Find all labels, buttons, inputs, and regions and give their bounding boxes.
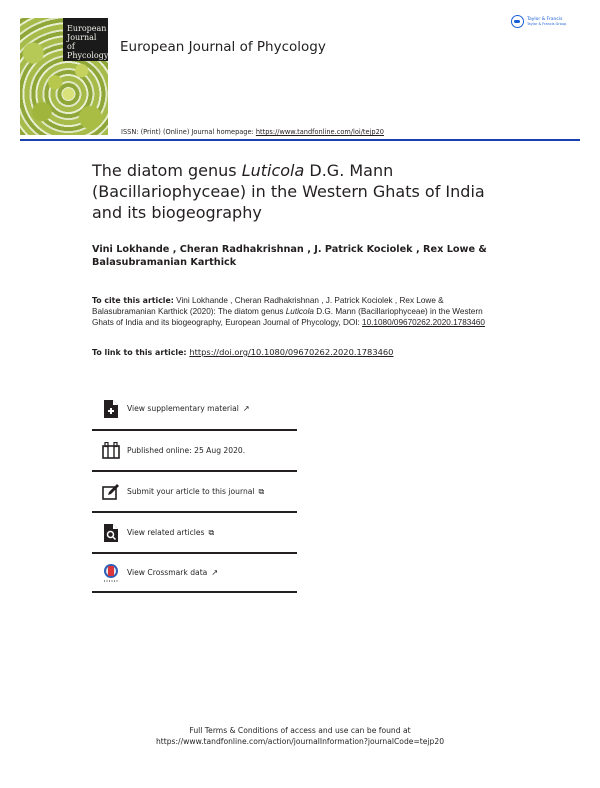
article-title [92, 160, 512, 223]
article-link-label: To link to this article: [92, 348, 190, 357]
edit-icon [100, 481, 122, 503]
action-label: View Crossmark data [127, 568, 208, 577]
cover-title-line: European [67, 24, 107, 33]
submit-article-link[interactable] [92, 470, 297, 511]
citation-block [92, 295, 502, 329]
publisher-subname: Taylor & Francis Group [527, 21, 567, 26]
terms-footer [0, 726, 600, 747]
published-online-info [92, 429, 297, 470]
calendar-icon [100, 440, 122, 462]
publisher-name: Taylor & Francis [527, 16, 563, 22]
cover-title-box [63, 18, 108, 61]
journal-cover-image [20, 18, 108, 135]
title-text: The diatom genus [92, 161, 242, 180]
issn-line [121, 128, 384, 136]
publisher-logo-icon [511, 15, 524, 28]
citation-text: D.G. Mann (Bacillariophyceae) in the Western Ghats of India and its biogeography, European Journal of Phycology, DOI: [92, 307, 483, 328]
external-link-icon: ↗ [242, 404, 250, 413]
citation-genus: Luticola [285, 307, 314, 317]
journal-homepage-link[interactable]: https://www.tandfonline.com/loi/tejp20 [255, 128, 384, 136]
header-divider [20, 139, 580, 141]
action-label: Published online: 25 Aug 2020. [127, 446, 246, 455]
view-crossmark-data-link[interactable] [92, 552, 297, 593]
citation-doi-link[interactable]: 10.1080/09670262.2020.1783460 [362, 318, 485, 328]
article-actions [92, 388, 297, 593]
cover-title-line: Phycology [67, 51, 108, 60]
external-link-icon: ↗ [211, 568, 219, 577]
journal-name: European Journal of Phycology [120, 39, 326, 55]
supplementary-file-icon [100, 398, 122, 420]
terms-url[interactable]: https://www.tandfonline.com/action/journalInformation?journalCode=tejp20 [155, 736, 445, 746]
article-link-line [92, 347, 393, 357]
view-related-articles-link[interactable] [92, 511, 297, 552]
publisher-logo [511, 15, 566, 28]
issn-label: ISSN: (Print) (Online) Journal homepage: [121, 128, 256, 136]
view-supplementary-material-link[interactable] [92, 388, 297, 429]
action-label: View related articles [127, 528, 205, 537]
title-genus: Luticola [241, 161, 305, 180]
cover-title-line: Journal of [67, 33, 97, 51]
crossmark-icon [100, 562, 122, 584]
terms-text: Full Terms & Conditions of access and use can be found at [189, 726, 411, 735]
article-authors: Vini Lokhande , Cheran Radhakrishnan , J. Patrick Kociolek , Rex Lowe & Balasubramanian Karthick [92, 244, 487, 268]
action-label: Submit your article to this journal [127, 487, 255, 496]
article-doi-link[interactable]: https://doi.org/10.1080/09670262.2020.1783460 [189, 347, 394, 357]
related-search-icon [100, 522, 122, 544]
external-link-icon: ⧉ [258, 486, 265, 496]
external-link-icon: ⧉ [208, 527, 215, 537]
title-text: D.G. Mann (Bacillariophyceae) in the Western Ghats of India and its biogeography [92, 161, 485, 222]
action-label: View supplementary material [127, 404, 239, 413]
citation-label: To cite this article: [92, 296, 174, 305]
citation-text: Vini Lokhande , Cheran Radhakrishnan , J. Patrick Kociolek , Rex Lowe & Balasubramanian Karthick (2020): The diatom genus [92, 296, 444, 317]
